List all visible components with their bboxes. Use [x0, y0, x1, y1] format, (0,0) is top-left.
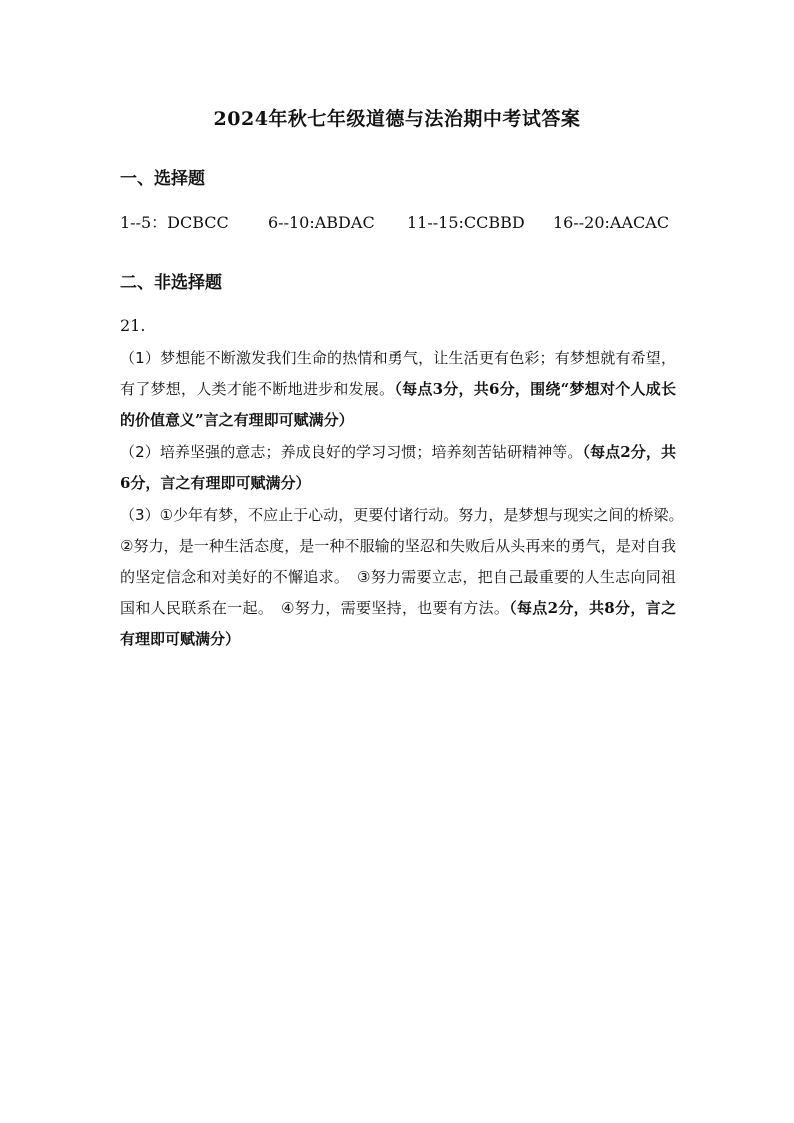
section-heading-non-choice: 二、非选择题: [120, 273, 222, 293]
question-21-part-1: [120, 343, 676, 436]
answers-6-10: 6--10:ABDAC: [268, 213, 375, 232]
part3-point-4: ④努力，需要坚持，也要有方法。: [280, 599, 510, 617]
answers-1-5: 1--5：DCBCC: [120, 213, 229, 232]
question-21-part-3: [120, 500, 676, 655]
answers-11-15: 11--15:CCBBD: [407, 213, 525, 232]
section-heading-multiple-choice: 一、选择题: [120, 169, 205, 189]
part3-point-1: （3）①少年有梦，不应止于心动，更要付诸行动。努力，是梦想与现实之间的桥梁。: [120, 506, 676, 524]
part3-point-2: ②努力，是一种生活态度，是一种不服输的坚忍和失败后从头再来的勇气，是对自我的坚定信念和对美好的不懈追求。: [120, 537, 676, 586]
answers-16-20: 16--20:AACAC: [553, 213, 670, 232]
part1-scoring-note: （每点3分，共6分，围绕“梦想对个人成长的价值意义”言之有理即可赋满分）: [120, 380, 676, 429]
page-title: 2024年秋七年级道德与法治期中考试答案: [213, 108, 581, 130]
part2-scoring-note: （每点2分，共6分，言之有理即可赋满分）: [120, 443, 676, 492]
question-21-part-2: [120, 437, 676, 499]
part2-answer-text: （2）培养坚强的意志；养成良好的学习习惯；培养刻苦钻研精神等。: [120, 443, 583, 461]
part3-point-3: ③努力需要立志，把自己最重要的人生志向同祖国和人民联系在一起。: [120, 568, 676, 617]
part3-scoring-note: （每点2分，共8分，言之有理即可赋满分）: [120, 599, 676, 648]
question-number: 21.: [120, 316, 146, 335]
part1-answer-text: （1）梦想能不断激发我们生命的热情和勇气，让生活更有色彩；有梦想就有希望，有了梦想，人类才能不断地进步和发展。: [120, 349, 676, 398]
multiple-choice-answers: [120, 210, 669, 233]
